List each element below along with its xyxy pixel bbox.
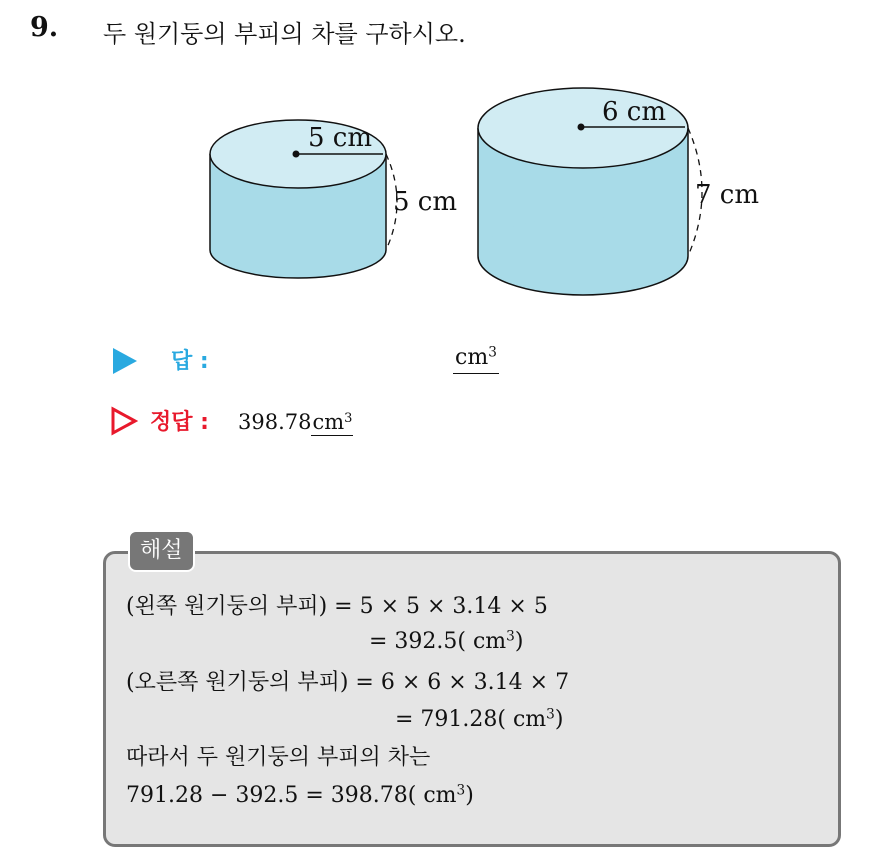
left-height-label: 5 cm	[393, 187, 458, 217]
solution-line	[395, 705, 563, 735]
correct-answer-row	[110, 404, 530, 440]
correct-number: 398.78	[238, 410, 312, 434]
solution-line-text: 791.28 − 392.5 = 398.78( cm	[126, 783, 457, 808]
solution-exponent: 3	[506, 628, 515, 645]
correct-value	[238, 408, 353, 436]
right-height-label: 7 cm	[695, 180, 760, 210]
solution-exponent: 3	[456, 782, 466, 799]
correct-unit-exponent: 3	[344, 410, 353, 426]
correct-unit-text: cm	[312, 410, 345, 434]
answer-unit-text: cm	[455, 345, 489, 370]
answer-unit	[453, 344, 499, 374]
solution-line	[369, 627, 523, 657]
solution-close-paren: )	[514, 629, 524, 654]
solution-exponent: 3	[546, 706, 555, 723]
cylinders-figure	[190, 78, 790, 318]
solution-box	[103, 551, 841, 847]
solution-line: (오른쪽 원기둥의 부피) = 6 × 6 × 3.14 × 7	[126, 670, 570, 695]
right-radius-label: 6 cm	[602, 97, 667, 127]
left-cylinder	[210, 120, 457, 278]
correct-label: 정답 :	[150, 410, 209, 435]
solution-line	[126, 781, 474, 811]
play-triangle-icon	[113, 348, 137, 374]
left-radius-label: 5 cm	[308, 123, 373, 153]
solution-tab: 해설	[128, 530, 195, 572]
solution-line-text: = 791.28( cm	[395, 707, 547, 732]
question-number: 9.	[30, 12, 59, 43]
answer-row	[113, 342, 533, 378]
solution-line-text: = 392.5( cm	[369, 629, 507, 654]
answer-label: 답 :	[171, 349, 209, 374]
solution-line: 따라서 두 원기둥의 부피의 차는	[126, 745, 431, 770]
question-text: 두 원기둥의 부피의 차를 구하시오.	[103, 20, 466, 48]
solution-close-paren: )	[465, 783, 474, 808]
correct-unit	[311, 410, 353, 436]
answer-unit-exponent: 3	[488, 344, 497, 361]
solution-close-paren: )	[554, 707, 564, 732]
outline-triangle-icon	[110, 406, 138, 436]
right-cylinder	[478, 88, 759, 295]
solution-line: (왼쪽 원기둥의 부피) = 5 × 5 × 3.14 × 5	[126, 594, 548, 619]
